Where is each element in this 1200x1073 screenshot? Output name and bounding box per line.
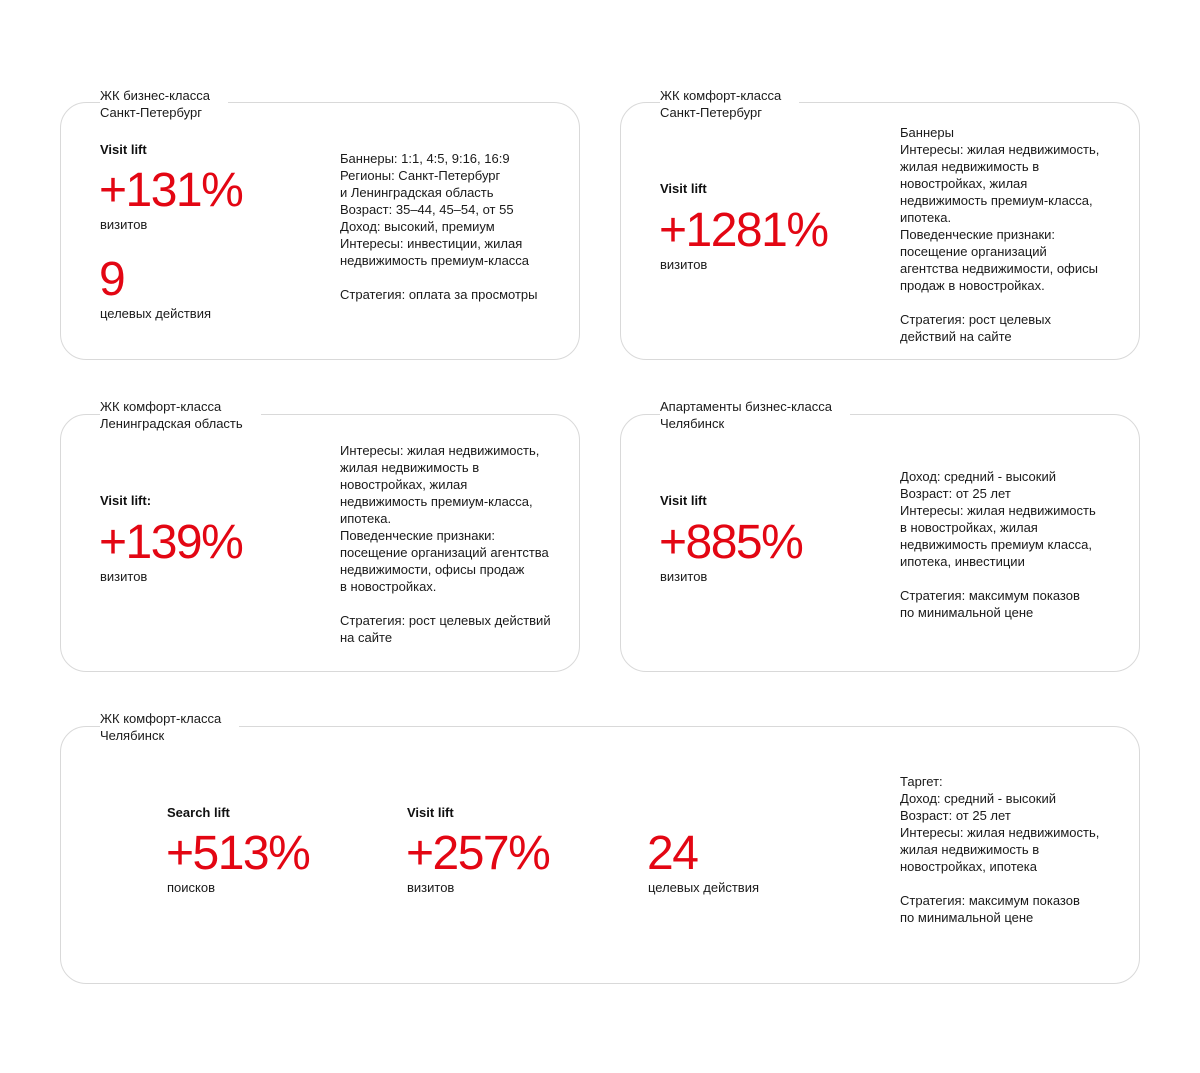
case-card-title: ЖК комфорт-класса Санкт-Петербург: [660, 87, 799, 121]
visit-lift-value: +1281%: [659, 204, 828, 257]
visit-lift-label: Visit lift: [660, 181, 707, 196]
visit-lift-unit: визитов: [407, 880, 455, 895]
visit-lift-label: Visit lift: [100, 142, 147, 157]
search-lift-unit: поисков: [167, 880, 216, 895]
campaign-details: Баннеры: 1:1, 4:5, 9:16, 16:9 Регионы: Санкт-Петербург и Ленинградская область Возраст: 35–44, 45–54, от 55 Доход: высокий, премиум Интересы: инвестиции, жилая недвижимость премиум-класса Стратегия: оплата за просмотры: [340, 151, 538, 302]
visit-lift-unit: визитов: [660, 569, 708, 584]
case-card-title: ЖК комфорт-класса Челябинск: [100, 710, 239, 744]
visit-lift-unit: визитов: [660, 257, 708, 272]
visit-lift-value: +139%: [99, 516, 243, 569]
visit-lift-value: +885%: [659, 516, 803, 569]
visit-lift-unit: визитов: [100, 569, 148, 584]
target-actions-value: 9: [99, 253, 125, 306]
target-actions-value: 24: [647, 827, 698, 880]
campaign-details: Таргет: Доход: средний - высокий Возраст: от 25 лет Интересы: жилая недвижимость, жилая недвижимость в новостройках, ипотека Стратегия: максимум показов по минимальной цене: [900, 774, 1100, 925]
case-card-title: ЖК комфорт-класса Ленинградская область: [100, 398, 261, 432]
visit-lift-label: Visit lift: [660, 493, 707, 508]
visit-lift-unit: визитов: [100, 217, 148, 232]
campaign-details: Баннеры Интересы: жилая недвижимость, жилая недвижимость в новостройках, жилая недвижимость премиум-класса, ипотека. Поведенческие признаки: посещение организаций агентства недвижимости, офисы продаж в новостройках. Стратегия: рост целевых действий на сайте: [900, 125, 1100, 344]
visit-lift-label: Visit lift:: [100, 493, 152, 508]
target-actions-unit: целевых действия: [648, 880, 760, 895]
campaign-details: Доход: средний - высокий Возраст: от 25 лет Интересы: жилая недвижимость в новостройках, жилая недвижимость премиум класса, ипотека, инвестиции Стратегия: максимум показов по минимальной цене: [900, 469, 1096, 620]
visit-lift-value: +131%: [99, 164, 243, 217]
search-lift-value: +513%: [166, 827, 310, 880]
campaign-details: Интересы: жилая недвижимость, жилая недвижимость в новостройках, жилая недвижимость премиум-класса, ипотека. Поведенческие признаки: посещение организаций агентства недвижимости, офисы продаж в новостройках. Стратегия: рост целевых действий на сайте: [340, 443, 551, 645]
search-lift-label: Search lift: [167, 805, 230, 820]
visit-lift-value: +257%: [406, 827, 550, 880]
visit-lift-label: Visit lift: [407, 805, 454, 820]
case-card-title: Апартаменты бизнес-класса Челябинск: [660, 398, 850, 432]
case-card-title: ЖК бизнес-класса Санкт-Петербург: [100, 87, 228, 121]
target-actions-unit: целевых действия: [100, 306, 212, 321]
